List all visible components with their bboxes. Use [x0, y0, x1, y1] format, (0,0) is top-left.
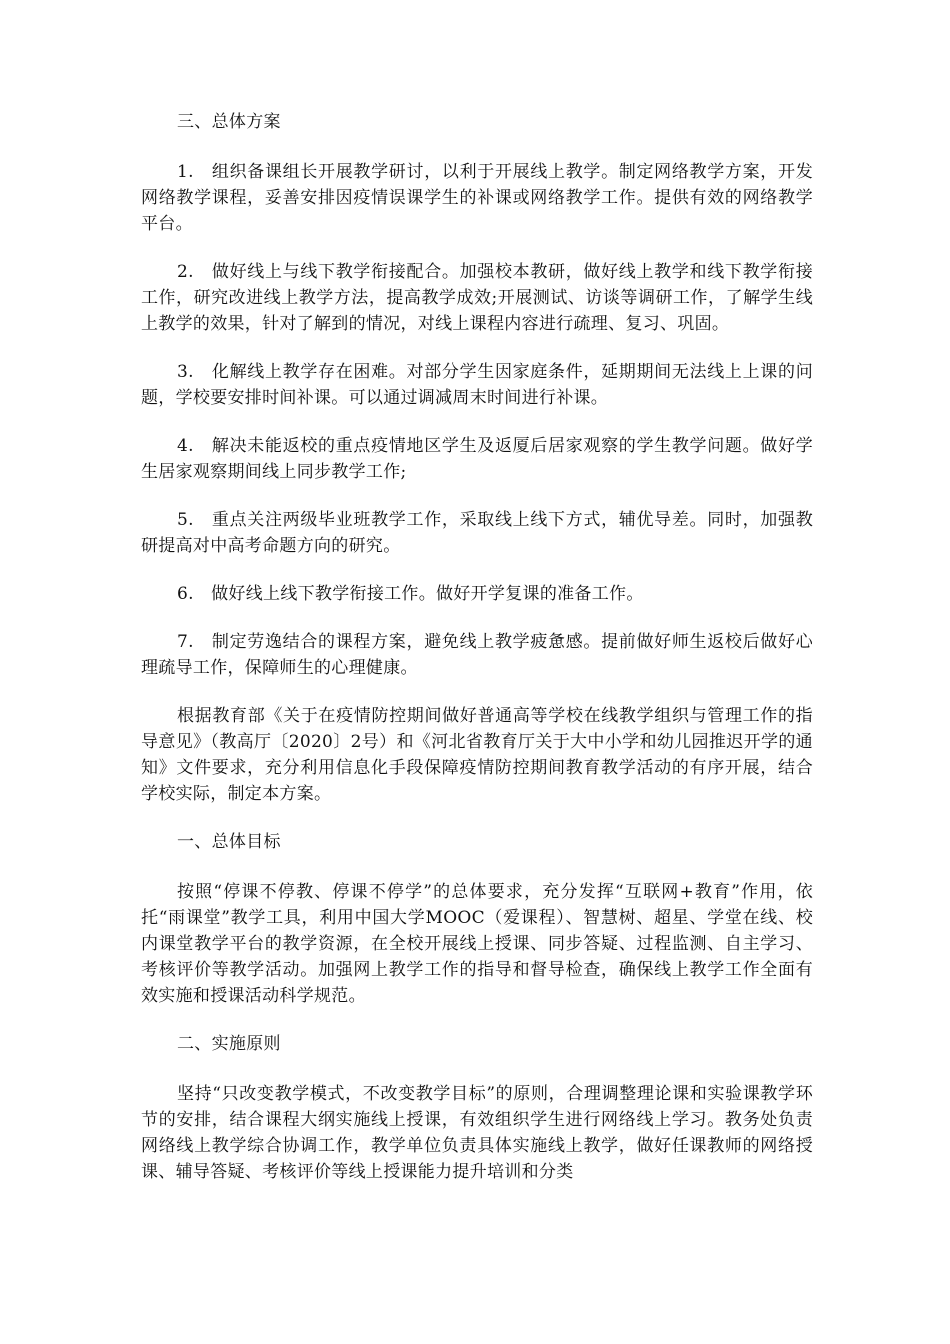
paragraph-item-4: 4. 解决未能返校的重点疫情地区学生及返厦后居家观察的学生教学问题。做好学生居家观察期间线上同步教学工作;	[141, 436, 813, 482]
paragraph-item-5: 5. 重点关注两级毕业班教学工作，采取线上线下方式，辅优导差。同时，加强教研提高对中高考命题方向的研究。	[141, 510, 813, 556]
paragraph-item-3: 3. 化解线上教学存在困难。对部分学生因家庭条件，延期期间无法线上上课的问题，学校要安排时间补课。可以通过调减周末时间进行补课。	[141, 362, 813, 408]
paragraph-item-6: 6. 做好线上线下教学衔接工作。做好开学复课的准备工作。	[177, 584, 644, 604]
paragraph-basis: 根据教育部《关于在疫情防控期间做好普通高等学校在线教学组织与管理工作的指导意见》（教高厅〔2020〕2号）和《河北省教育厅关于大中小学和幼儿园推迟开学的通知》文件要求，充分利用信息化手段保障疫情防控期间教育教学活动的有序开展，结合学校实际，制定本方案。	[141, 706, 813, 804]
paragraph-item-7: 7. 制定劳逸结合的课程方案，避免线上教学疲惫感。提前做好师生返校后做好心理疏导工作，保障师生的心理健康。	[141, 632, 813, 678]
document-page	[141, 109, 813, 1207]
paragraph-item-2: 2. 做好线上与线下教学衔接配合。加强校本教研，做好线上教学和线下教学衔接工作，研究改进线上教学方法，提高教学成效;开展测试、访谈等调研工作，了解学生线上教学的效果，针对了解到的情况，对线上课程内容进行疏理、复习、巩固。	[141, 262, 813, 334]
paragraph-item-1: 1. 组织备课组长开展教学研讨，以利于开展线上教学。制定网络教学方案，开发网络教学课程，妥善安排因疫情误课学生的补课或网络教学工作。提供有效的网络教学平台。	[141, 162, 813, 234]
section-heading-principles: 二、实施原则	[177, 1034, 281, 1054]
paragraph-goal: 按照“停课不停教、停课不停学”的总体要求，充分发挥“互联网+教育”作用，依托“雨课堂”教学工具，利用中国大学MOOC（爱课程）、智慧树、超星、学堂在线、校内课堂教学平台的教学资源，在全校开展线上授课、同步答疑、过程监测、自主学习、考核评价等教学活动。加强网上教学工作的指导和督导检查，确保线上教学工作全面有效实施和授课活动科学规范。	[141, 882, 813, 1006]
section-heading-overall-goal: 一、总体目标	[177, 832, 281, 852]
paragraph-principles: 坚持“只改变教学模式，不改变教学目标”的原则，合理调整理论课和实验课教学环节的安排，结合课程大纲实施线上授课，有效组织学生进行网络线上学习。教务处负责网络线上教学综合协调工作，教学单位负责具体实施线上教学，做好任课教师的网络授课、辅导答疑、考核评价等线上授课能力提升培训和分类	[141, 1084, 813, 1182]
section-heading-overall-plan: 三、总体方案	[177, 112, 281, 132]
